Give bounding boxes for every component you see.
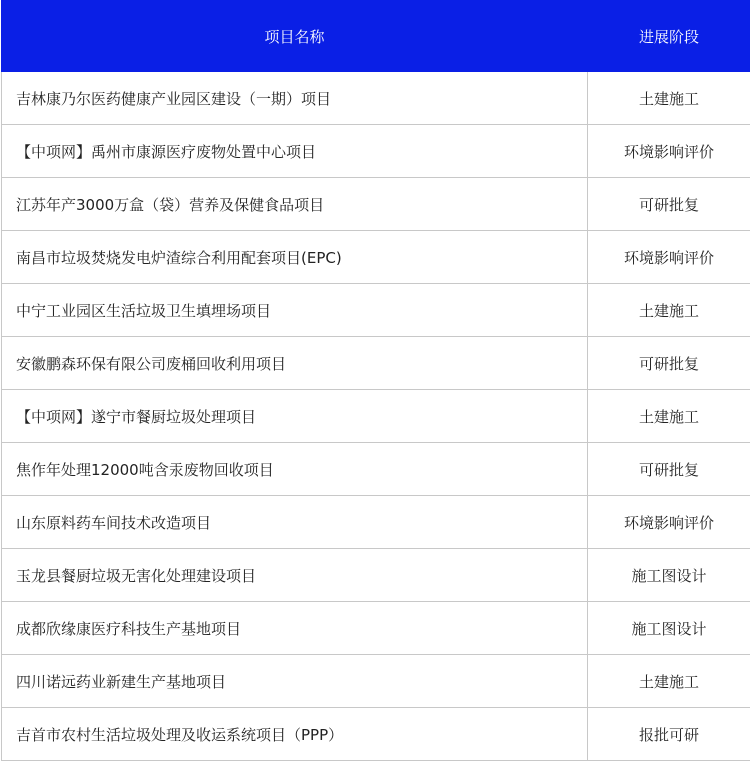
- table-row: [2, 443, 750, 496]
- project-stage-cell: 土建施工: [588, 72, 750, 125]
- project-name-cell: 焦作年处理12000吨含汞废物回收项目: [2, 443, 588, 496]
- header-row: [2, 1, 750, 72]
- project-name-cell: 【中项网】遂宁市餐厨垃圾处理项目: [2, 390, 588, 443]
- project-stage-cell: 土建施工: [588, 655, 750, 708]
- project-name-cell: 南昌市垃圾焚烧发电炉渣综合利用配套项目(EPC): [2, 231, 588, 284]
- table-row: [2, 602, 750, 655]
- project-stage-cell: 施工图设计: [588, 602, 750, 655]
- table-row: [2, 284, 750, 337]
- table-row: [2, 72, 750, 125]
- table-row: [2, 496, 750, 549]
- project-stage-cell: 环境影响评价: [588, 125, 750, 178]
- project-name-cell: 山东原料药车间技术改造项目: [2, 496, 588, 549]
- table-row: [2, 708, 750, 761]
- project-stage-cell: 可研批复: [588, 337, 750, 390]
- project-name-cell: 玉龙县餐厨垃圾无害化处理建设项目: [2, 549, 588, 602]
- project-name-cell: 成都欣缘康医疗科技生产基地项目: [2, 602, 588, 655]
- table-row: [2, 549, 750, 602]
- project-name-cell: 吉首市农村生活垃圾处理及收运系统项目（PPP）: [2, 708, 588, 761]
- table-row: [2, 178, 750, 231]
- project-stage-cell: 环境影响评价: [588, 496, 750, 549]
- table-row: [2, 125, 750, 178]
- table-row: [2, 655, 750, 708]
- project-name-cell: 【中项网】禹州市康源医疗废物处置中心项目: [2, 125, 588, 178]
- project-name-cell: 吉林康乃尔医药健康产业园区建设（一期）项目: [2, 72, 588, 125]
- project-stage-cell: 土建施工: [588, 284, 750, 337]
- table-row: [2, 231, 750, 284]
- project-stage-cell: 可研批复: [588, 178, 750, 231]
- project-name-cell: 安徽鹏森环保有限公司废桶回收利用项目: [2, 337, 588, 390]
- project-stage-cell: 施工图设计: [588, 549, 750, 602]
- project-name-cell: 中宁工业园区生活垃圾卫生填埋场项目: [2, 284, 588, 337]
- project-stage-cell: 报批可研: [588, 708, 750, 761]
- project-name-cell: 四川诺远药业新建生产基地项目: [2, 655, 588, 708]
- project-stage-cell: 土建施工: [588, 390, 750, 443]
- project-stage-cell: 环境影响评价: [588, 231, 750, 284]
- projects-table: [1, 0, 750, 761]
- project-stage-cell: 可研批复: [588, 443, 750, 496]
- table-row: [2, 390, 750, 443]
- header-project-name: 项目名称: [2, 1, 588, 72]
- header-progress-stage: 进展阶段: [588, 1, 750, 72]
- project-name-cell: 江苏年产3000万盒（袋）营养及保健食品项目: [2, 178, 588, 231]
- table-row: [2, 337, 750, 390]
